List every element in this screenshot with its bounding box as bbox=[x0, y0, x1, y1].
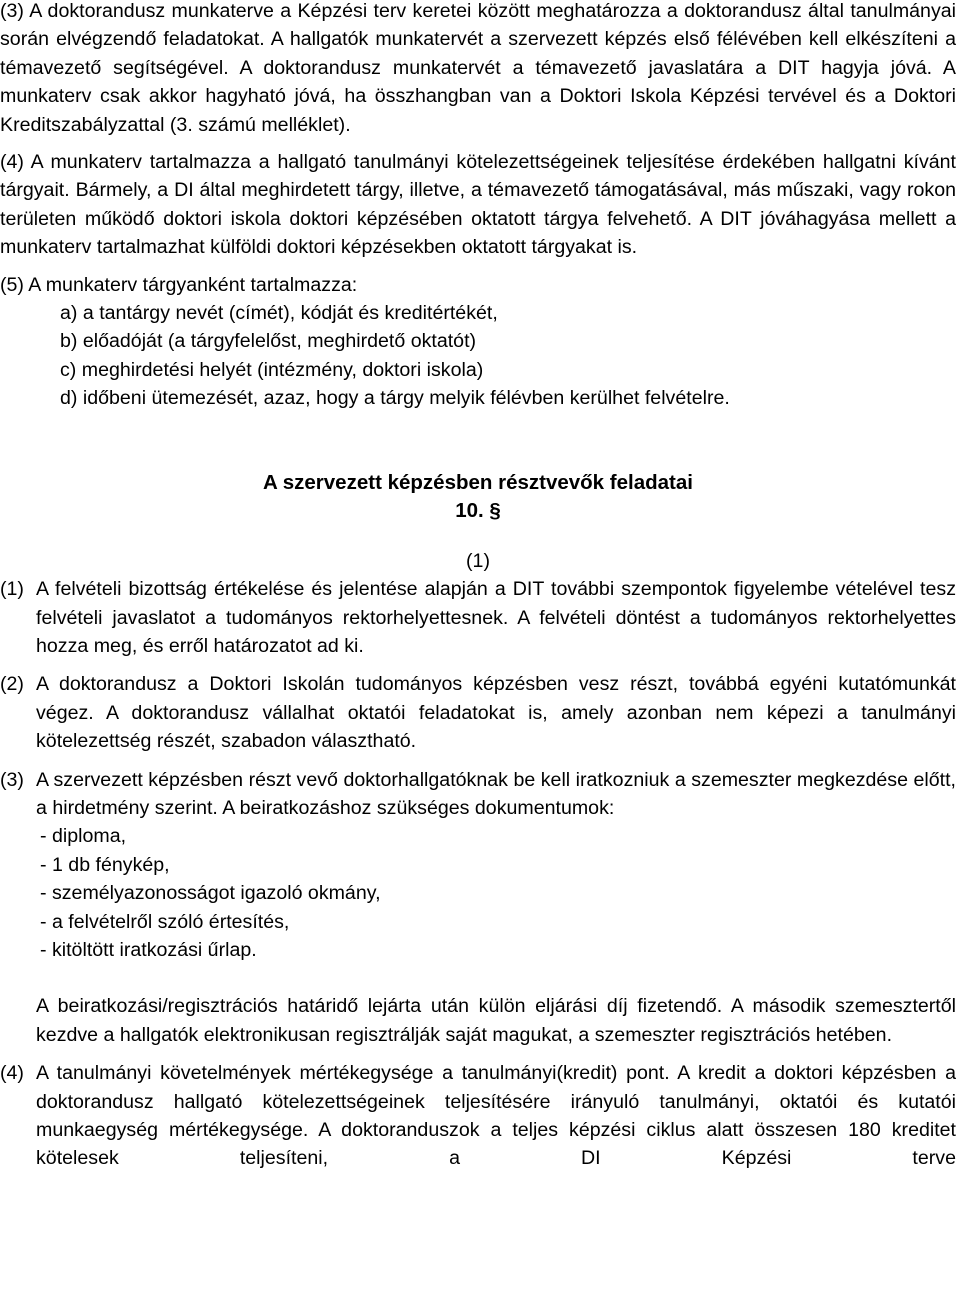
item-text: A szervezett képzésben részt vevő doktorhallgatóknak be kell iratkozniuk a szemeszter megkezdése előtt, a hirdetmény szerint. A beiratkozáshoz szükséges dokumentumok: bbox=[36, 768, 956, 819]
list-item: c) meghirdetési helyét (intézmény, doktori iskola) bbox=[60, 358, 484, 381]
section-item-3 bbox=[0, 766, 956, 1050]
item-text: A tanulmányi követelmények mértékegysége a tanulmányi(kredit) pont. A kredit a doktori képzésben a doktorandusz hallgató kötelezettségeinek teljesítésére irányuló tanulmányi, oktatói és kutatói munkaegység mértékegysége. A doktoranduszok a teljes képzési ciklus alatt összesen 180 kreditet kötelesek teljesíteni, a DI Képzési terve bbox=[36, 1062, 956, 1170]
item-number: (1) bbox=[0, 578, 24, 601]
paragraph-5-list bbox=[60, 299, 956, 413]
item-text: A doktorandusz a Doktori Iskolán tudományos képzésben vesz részt, továbbá egyéni kutatómunkát végez. A doktorandusz vállalhat oktatói feladatokat is, amely azonban nem képezi a tanulmányi kötelezettség részét, szabadon választható. bbox=[36, 673, 956, 753]
list-item: - kitöltött iratkozási űrlap. bbox=[40, 938, 257, 961]
paragraph-3: (3) A doktorandusz munkaterve a Képzési terv keretei között meghatározza a doktorandusz által tanulmányai során elvégzendő feladatokat. A hallgatók munkatervét a szervezett képzés első félévében kell elkészíteni a témavezető segítségével. A doktorandusz munkatervét a témavezető javaslatára a DIT hagyja jóvá. A munkaterv csak akkor hagyható jóvá, ha összhangban van a Doktori Iskola Képzési tervével és a Doktori Kreditszabályzattal (3. számú melléklet). bbox=[0, 0, 956, 136]
list-item: - személyazonosságot igazoló okmány, bbox=[40, 882, 381, 905]
list-item: - diploma, bbox=[40, 825, 127, 848]
section-item-2 bbox=[0, 670, 956, 755]
item-number: (4) bbox=[0, 1062, 24, 1085]
section-item-4 bbox=[0, 1059, 956, 1173]
registration-note: A beiratkozási/regisztrációs határidő lejárta után külön eljárási díj fizetendő. A második szemesztertől kezdve a hallgatók elektronikusan regisztrálják saját magukat, a szemeszter regisztrációs hetében. bbox=[36, 995, 956, 1046]
item-number: (3) bbox=[0, 768, 24, 791]
list-item: - a felvételről szóló értesítés, bbox=[40, 910, 290, 933]
paragraph-4: (4) A munkaterv tartalmazza a hallgató tanulmányi kötelezettségeinek teljesítése érdekében hallgatni kívánt tárgyait. Bármely, a DI által meghirdetett tárgy, illetve, a témavezető támogatásával, más műszaki, vagy rokon területen működő doktori iskola doktori képzésében oktatott tárgya felvehető. A DIT jóváhagyása mellett a munkaterv tartalmazhat külföldi doktori képzésekben oktatott tárgyakat is. bbox=[0, 151, 956, 259]
sub-label: (1) bbox=[466, 549, 490, 572]
list-item: a) a tantárgy nevét (címét), kódját és kreditértékét, bbox=[60, 302, 498, 325]
list-item: d) időbeni ütemezését, azaz, hogy a tárgy melyik félévben kerülhet felvételre. bbox=[60, 387, 730, 410]
section-number: 10. § bbox=[455, 498, 501, 522]
list-item: b) előadóját (a tárgyfelelőst, meghirdető oktatót) bbox=[60, 330, 477, 353]
documents-list bbox=[40, 822, 956, 964]
list-item: - 1 db fénykép, bbox=[40, 853, 170, 876]
section-item-1 bbox=[0, 575, 956, 660]
item-number: (2) bbox=[0, 673, 24, 696]
paragraph-5-intro: (5) A munkaterv tárgyanként tartalmazza: bbox=[0, 273, 358, 296]
item-text: A felvételi bizottság értékelése és jelentése alapján a DIT további szempontok figyelembe vételével tesz felvételi javaslatot a tudományos rektorhelyettesnek. A felvételi döntést a tudományos rektorhelyettes hozza meg, és erről határozatot ad ki. bbox=[36, 578, 956, 657]
section-title: A szervezett képzésben résztvevők feladatai bbox=[263, 470, 693, 494]
